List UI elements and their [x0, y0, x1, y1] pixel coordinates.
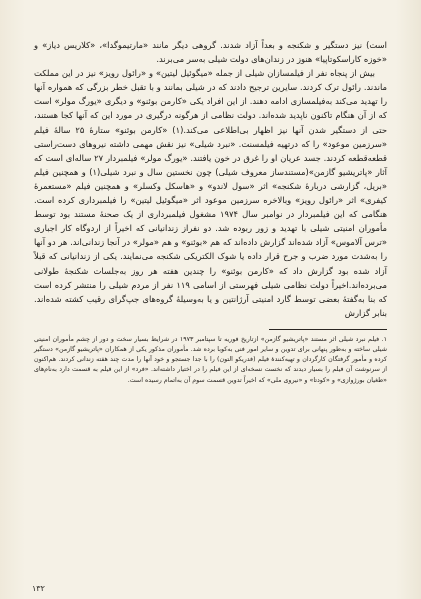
main-text [34, 38, 387, 320]
paragraph-2: بیش از پنجاه نفر از فیلمسازان شیلی از جمله «میگوئیل لیتین» و «رائول رویز» نیز در این مملکت ماندند. رائول ترک کردند. سایرین ترجیح دادند که در شیلی بمانند و با تقبل خطر بزرگی که همواره آنها را تهدید می‌کند به‌فیلمسازی ادامه دهند. از این افراد یکی «کارمن بوئنو» و دیگری «یورگ مولر» است که از آن هنگام تاکنون ناپدید شده‌اند. دولت نظامی از هرگونه درگیری در مورد این که آنها کجا هستند، حتی از دستگیر شدن آنها نیز اظهار بی‌اطلاعی می‌کند.(۱) «کارمن بوئنو» ستارهٔ ۲۵ سالهٔ فیلم «سرزمین موعود» را که درتهیه فیلمسنت. «نبرد شیلی» نیز نقش مهمی داشته نیروهای دست‌راستی قطعه‌قطعه کردند. جسد عریان او را غرق در خون یافتند. «یورگ مولر» فیلمبردار ۲۷ ساله‌ای است که آثار «پاتریشیو گازمن»(مستندساز معروف شیلی) چون نخستین سال و نبرد شیلی(۱) و همچنین فیلم «بریل، گزارشی دربارهٔ شکنجه» اثر «سول لاندو» و «هاسکل وکسلر» و همچنین فیلم «مستعمرهٔ کیفری» اثر «رائول رویز» وبالاخره سرزمین موعود اثر «میگوئیل لیتین» را فیلمبرداری کرده است. هنگامی که این فیلمبردار در نوامبر سال ۱۹۷۴ مشغول فیلمبرداری از یک صحنهٔ مستند بود توسط مأموران امنیتی شیلی با تهدید و زور ربوده شد. دو نفراز زندانیانی که اخیراً از اردوگاه کار اجباری «ترس آلاموس» آزاد شده‌اند گزارش داده‌اند که هم «بوئنو» و هم «مولر» در آنجا زندانی‌اند. هر دو آنها را به‌شدت مورد ضرب و جرح قرار داده یا شوک الکتریکی شکنجه می‌نمایند. یکی از زندانیانی که قبلاً آزاد شده بود گزارش داد که «کارمن بوئنو» را چندین هفته هر روز به‌جلسات شکنجهٔ طولانی می‌برده‌اند.اخیراً دولت نظامی شیلی فهرستی از اسامی ۱۱۹ نفر از مردم شیلی را منتشر کرده است که بنا به‌گفتهٔ بعضی توسط گارد امنیتی آرژانتین و یا به‌وسیلهٔ گروه‌های جپ‌گرای رقیب کشته شده‌اند. بنابر گزارش [34, 68, 387, 318]
footnotes [34, 335, 387, 386]
footnote-1: ۱. فیلم نبرد شیلی اثر مستند «پاتریشیو گازمن» ازتاریخ فوریه تا سپتامبر ۱۹۷۳ در شرایط بسیار سخت و دور از چشم مأموران امنیتی شیلی ساخته و به‌طور پنهانی برای تدوین و سایر امور فنی به‌کوبا برده شد. مأموران مذکور یکی از همکاران «پاتریشیو گازمن» دستگیر کرده و مأمور گرفتگان کارگردان و تهیه‌کنندهٔ فیلم (فدریکو التون) را با جدا جستجو و خود آنها را مدت چند هفته زندانی کردند. هم‌اکنون از سرنوشت آن فیلم را بسیار دیدند که نخست نسخه‌ای از این فیلم را در اختیار داشته‌اند. «فرد» از این فیلم به قسمت دارد به‌نام‌های «طغیان بورژوازی» و «کودتا» و «نیروی ملی» که اخیراً تدوین قسمت سوم آن به‌اتمام رسیده است. [34, 335, 388, 384]
page-number: ۱۳۲ [32, 584, 45, 593]
paragraph-1: است) نیز دستگیر و شکنجه و بعداً آزاد شدند. گروهی دیگر مانند «مارتیموگدا»، «کلاریس دیاز» و «خوزه کاراسکوتاپیا» هنوز در زندان‌های دولت شیلی به‌سر می‌برند. [34, 40, 387, 65]
footnote-divider [269, 329, 387, 330]
